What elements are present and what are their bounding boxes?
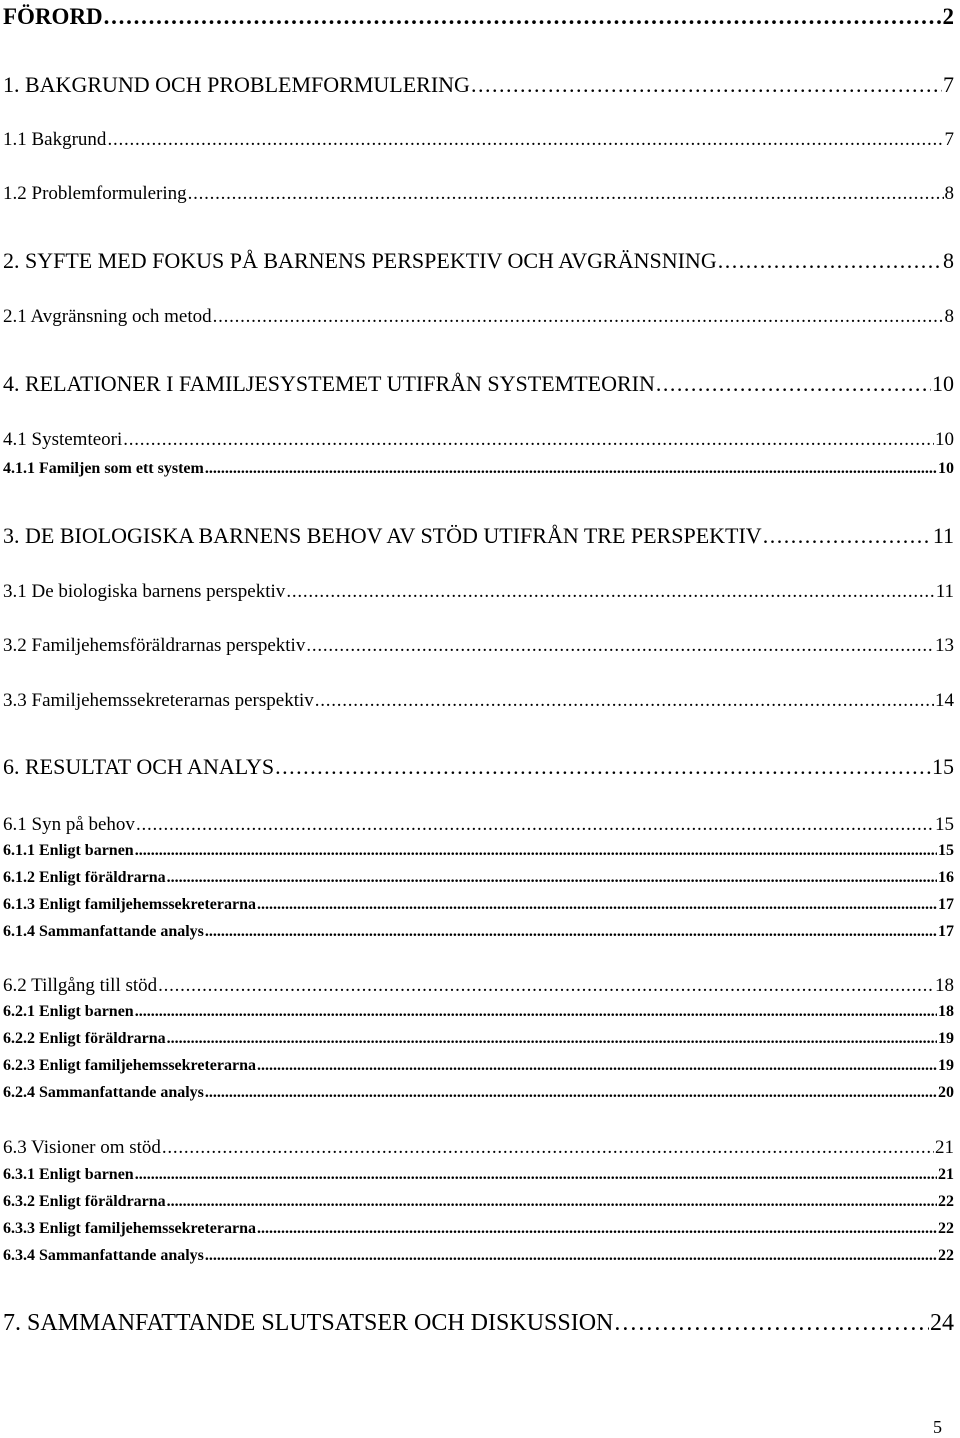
toc-entry-label: 4. RELATIONER I FAMILJESYSTEMET UTIFRÅN SYSTEMTEORIN	[3, 371, 655, 396]
toc-entry[interactable]	[3, 5, 954, 28]
toc-entry[interactable]	[3, 976, 954, 995]
toc-entry[interactable]	[3, 691, 954, 710]
toc-entry-page: 17	[938, 923, 954, 940]
toc-entry-page: 16	[938, 869, 954, 886]
toc-entry-label: 6.2.3 Enligt familjehemssekreterarna	[3, 1057, 256, 1074]
toc-entry-page: 17	[938, 896, 954, 913]
dot-leader	[167, 870, 937, 886]
toc-entry-label: 6.2.4 Sammanfattande analys	[3, 1084, 204, 1101]
dot-leader	[162, 1138, 934, 1157]
dot-leader	[257, 897, 937, 913]
dot-leader	[205, 1085, 937, 1101]
toc-entry-page: 19	[938, 1057, 954, 1074]
toc-entry[interactable]	[3, 307, 954, 326]
toc-entry-label: 6.1 Syn på behov	[3, 814, 135, 835]
toc-entry-page: 10	[932, 371, 954, 396]
dot-leader	[718, 250, 942, 272]
toc-entry[interactable]	[3, 430, 954, 449]
toc-entry-page: 18	[935, 975, 954, 996]
dot-leader	[286, 582, 934, 601]
dot-leader	[763, 525, 932, 547]
toc-entry-label: 6. RESULTAT OCH ANALYS	[3, 754, 275, 779]
toc-entry-page: 22	[938, 1220, 954, 1237]
toc-entry-label: 1. BAKGRUND OCH PROBLEMFORMULERING	[3, 72, 470, 97]
toc-entry-label: 3.2 Familjehemsföräldrarnas perspektiv	[3, 635, 306, 656]
dot-leader	[188, 184, 944, 203]
toc-entry-page: 10	[935, 429, 954, 450]
toc-entry-label: 6.3 Visioner om stöd	[3, 1137, 161, 1158]
toc-entry[interactable]	[3, 897, 954, 913]
dot-leader	[213, 307, 944, 326]
toc-entry[interactable]	[3, 130, 954, 149]
toc-entry-label: 4.1 Systemteori	[3, 429, 123, 450]
toc-entry-page: 11	[935, 581, 954, 602]
dot-leader	[205, 924, 937, 940]
toc-entry-page: 20	[938, 1084, 954, 1101]
dot-leader	[257, 1058, 937, 1074]
dot-leader	[205, 1248, 937, 1264]
toc-entry-label: 1.1 Bakgrund	[3, 129, 107, 150]
toc-entry-page: 19	[938, 1030, 954, 1047]
toc-entry[interactable]	[3, 756, 954, 778]
toc-entry-label: 6.3.1 Enligt barnen	[3, 1166, 134, 1183]
toc-entry-label: 6.3.2 Enligt föräldrarna	[3, 1193, 166, 1210]
toc-entry[interactable]	[3, 1167, 954, 1183]
toc-entry[interactable]	[3, 1004, 954, 1020]
toc-entry-label: 6.2 Tillgång till stöd	[3, 975, 158, 996]
dot-leader	[167, 1194, 937, 1210]
toc-entry-label: 7. SAMMANFATTANDE SLUTSATSER OCH DISKUSSION	[3, 1310, 614, 1336]
toc-entry[interactable]	[3, 582, 954, 601]
toc-entry-page: 10	[938, 460, 954, 477]
toc-entry-label: 2. SYFTE MED FOKUS PÅ BARNENS PERSPEKTIV OCH AVGRÄNSNING	[3, 248, 717, 273]
toc-entry[interactable]	[3, 373, 954, 395]
toc-entry[interactable]	[3, 1085, 954, 1101]
toc-entry-page: 21	[935, 1137, 954, 1158]
toc-entry[interactable]	[3, 1138, 954, 1157]
toc-entry-page: 22	[938, 1193, 954, 1210]
toc-entry-page: 8	[943, 248, 954, 273]
toc-entry-label: 6.3.4 Sammanfattande analys	[3, 1247, 204, 1264]
dot-leader	[257, 1221, 937, 1237]
toc-entry-label: 6.1.1 Enligt barnen	[3, 842, 134, 859]
toc-entry-label: 6.1.3 Enligt familjehemssekreterarna	[3, 896, 256, 913]
dot-leader	[614, 1311, 929, 1335]
toc-entry[interactable]	[3, 815, 954, 834]
toc-entry-page: 15	[932, 754, 954, 779]
dot-leader	[471, 74, 942, 96]
toc-entry-page: 14	[935, 690, 954, 711]
toc-entry-label: 3.3 Familjehemssekreterarnas perspektiv	[3, 690, 314, 711]
dot-leader	[315, 691, 934, 710]
toc-entry-label: 4.1.1 Familjen som ett system	[3, 460, 204, 477]
toc-entry-page: 7	[943, 72, 954, 97]
toc-entry-page: 11	[932, 523, 954, 548]
toc-entry-label: FÖRORD	[3, 4, 103, 29]
toc-entry-label: 3. DE BIOLOGISKA BARNENS BEHOV AV STÖD UTIFRÅN TRE PERSPEKTIV	[3, 523, 762, 548]
toc-entry-label: 6.1.2 Enligt föräldrarna	[3, 869, 166, 886]
toc-entry-label: 6.1.4 Sammanfattande analys	[3, 923, 204, 940]
toc-entry[interactable]	[3, 1031, 954, 1047]
toc-entry-page: 18	[938, 1003, 954, 1020]
toc-entry[interactable]	[3, 250, 954, 272]
dot-leader	[158, 976, 934, 995]
dot-leader	[656, 373, 931, 395]
toc-entry[interactable]	[3, 924, 954, 940]
toc-entry-page: 8	[944, 183, 954, 204]
toc-entry-page: 24	[930, 1310, 954, 1336]
dot-leader	[135, 1004, 937, 1020]
toc-entry-label: 1.2 Problemformulering	[3, 183, 187, 204]
toc-entry[interactable]	[3, 1248, 954, 1264]
toc-entry-page: 2	[942, 4, 954, 29]
dot-leader	[123, 430, 934, 449]
toc-entry-label: 3.1 De biologiska barnens perspektiv	[3, 581, 286, 602]
toc-entry-page: 15	[935, 814, 954, 835]
toc-entry-page: 22	[938, 1247, 954, 1264]
toc-entry-page: 7	[944, 129, 954, 150]
toc-entry[interactable]	[3, 843, 954, 859]
toc-entry[interactable]	[3, 870, 954, 886]
toc-entry[interactable]	[3, 1058, 954, 1074]
toc-entry-page: 8	[944, 306, 954, 327]
dot-leader	[275, 756, 931, 778]
toc-entry-label: 2.1 Avgränsning och metod	[3, 306, 212, 327]
dot-leader	[104, 5, 942, 28]
toc-entry-label: 6.3.3 Enligt familjehemssekreterarna	[3, 1220, 256, 1237]
toc-entry[interactable]	[3, 525, 954, 547]
toc-entry-label: 6.2.2 Enligt föräldrarna	[3, 1030, 166, 1047]
dot-leader	[135, 843, 937, 859]
toc-entry[interactable]	[3, 1194, 954, 1210]
dot-leader	[306, 636, 934, 655]
toc-entry[interactable]	[3, 1221, 954, 1237]
toc-entry-page: 15	[938, 842, 954, 859]
toc-entry[interactable]	[3, 1311, 954, 1335]
toc-entry-page: 21	[938, 1166, 954, 1183]
toc-entry[interactable]	[3, 184, 954, 203]
dot-leader	[107, 130, 943, 149]
toc-entry-label: 6.2.1 Enligt barnen	[3, 1003, 134, 1020]
toc-entry[interactable]	[3, 74, 954, 96]
toc-entry[interactable]	[3, 461, 954, 477]
page-number: 5	[933, 1417, 942, 1437]
dot-leader	[135, 1167, 937, 1183]
toc-entry-page: 13	[935, 635, 954, 656]
dot-leader	[136, 815, 934, 834]
dot-leader	[205, 461, 937, 477]
toc-entry[interactable]	[3, 636, 954, 655]
dot-leader	[167, 1031, 937, 1047]
